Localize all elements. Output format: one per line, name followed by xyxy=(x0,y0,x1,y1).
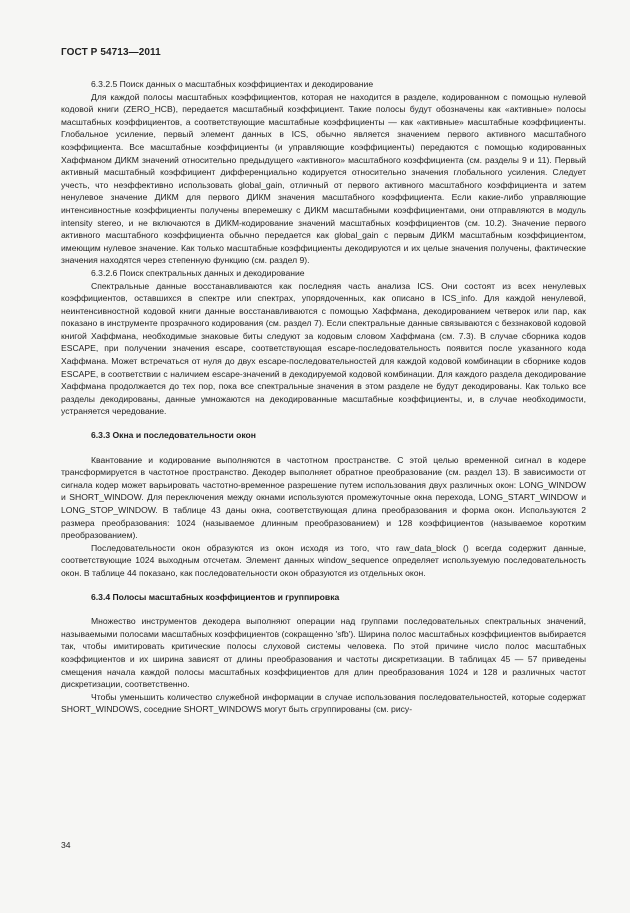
paragraph-grouping: Чтобы уменьшить количество служебной информации в случае использования последовательностей, которые содержат SHORT_WINDOWS, соседние SHORT_WINDOWS могут быть сгруппированы (см. рису- xyxy=(61,691,586,715)
paragraph-scale-factors: Для каждой полосы масштабных коэффициентов, которая не находится в разделе, кодированном с помощью нулевой кодовой книги (ZERO_HCB), передается масштабный коэффициент. Такие полосы будут обозначены как «активные» полосы масштабных коэффициентов, а соответствующие масштабные коэффициенты — как «активные» масштабные коэффициенты. Глобальное усиление, первый элемент данных в ICS, обычно является значением первого активного масштабного коэффициента. Все масштабные коэффициенты (и управляющие коэффициенты) передаются с помощью кодированных Хаффманом ДИКМ значений относительно предыдущего «активного» масштабного коэффициента (см. разделы 9 и 11). Первый активный масштабный коэффициент дифференциально кодируется относительно значения глобального усиления. Следует учесть, что неэффективно использовать global_gain, отличный от первого активного масштабного коэффициента и затем ненулевое значение ДИКМ для первого ДИКМ значения масштабного коэффициента. Если какие-либо управляющие интенсивностные коэффициенты получены вперемешку с ДИКМ масштабными коэффициентами, они отправляются в модуль intensity stereo, и не включаются в ДИКМ-кодирование значений масштабных коэффициентов (см. 10.2). Значение первого активного масштабного коэффициента обычно передается как global_gain с первым ДИКМ масштабным коэффициентом, имеющим нулевое значение. Как только масштабные коэффициенты декодируются и их целые значения получены, фактические значения находятся через степенную функцию (см. раздел 9). xyxy=(61,91,586,266)
subheading-6-3-2-5: 6.3.2.5 Поиск данных о масштабных коэффициентах и декодирование xyxy=(91,79,374,89)
page-number: 34 xyxy=(61,840,71,850)
standard-header: ГОСТ Р 54713—2011 xyxy=(61,47,161,58)
paragraph-spectral-data: Спектральные данные восстанавливаются как последняя часть анализа ICS. Они состоят из всех ненулевых коэффициентов, оставшихся в спектре или спектрах, упорядоченных, как описано в ICS_info. Для каждой ненулевой, неинтенсивностной кодовой книги данные восстанавливаются с помощью Хаффмана, декодированием четверок или пар, как показано в инструменте прозрачного кодирования (см. раздел 7). Если спектральные данные связываются с беззнаковой кодовой книгой Хаффмана, необходимые знаковые биты следуют за кодовым словом Хаффмана (см. 7.3). В случае сборника кодов ESCAPE, при получении значения escape, соответствующая escape-последовательность появится после указанного кода Хаффмана. Может встречаться от нуля до двух escape-последовательностей для каждой кодовой комбинации в сборнике кодов ESCAPE, в соответствии с наличием escape-значений в декодируемой кодовой комбинации. Для каждого раздела декодирование Хаффмана продолжается до тех пор, пока все спектральные значения в этом разделе не будут декодированы. Как только все разделы декодированы, данные умножаются на декодированные масштабные коэффициенты, и, в случае необходимости, устраняется чередование. xyxy=(61,280,586,417)
section-heading-6-3-3: 6.3.3 Окна и последовательности окон xyxy=(91,430,256,441)
subheading-6-3-2-6: 6.3.2.6 Поиск спектральных данных и декодирование xyxy=(91,267,305,278)
section-heading-6-3-4: 6.3.4 Полосы масштабных коэффициентов и группировка xyxy=(91,591,340,602)
paragraph-quantization: Квантование и кодирование выполняются в частотном пространстве. С этой целью временной сигнал в кодере трансформируется в частотное пространство. Декодер выполняет обратное преобразование (см. раздел 13). В зависимости от сигнала кодер может варьировать частотно-временное разрешение путем использования двух различных окон: LONG_WINDOW и SHORT_WINDOW. Для переключения между окнами используются промежуточные окна перехода, LONG_START_WINDOW и LONG_STOP_WINDOW. В таблице 43 даны окна, соответствующая длина преобразования и форма окон. Используются 2 размера преобразования: 1024 (называемое длинным преобразованием) и 128 коэффициентов (называемое коротким преобразованием). xyxy=(61,454,586,541)
paragraph-sfb: Множество инструментов декодера выполняют операции над группами последовательных спектральных значений, называемыми полосами масштабных коэффициентов (сокращенно 'sfb'). Ширина полос масштабных коэффициентов выбирается так, чтобы имитировать критические полосы слуховой системы человека. По этой причине число полос масштабных коэффициентов и их ширина зависят от длины преобразования и частоты дискретизации. В таблицах 45 — 57 приведены смещения начала каждой полосы масштабных коэффициентов для длин преобразования 1024 и 128 и различных частот дискретизации, соответственно. xyxy=(61,616,586,690)
document-body xyxy=(61,78,586,716)
paragraph-window-sequences: Последовательности окон образуются из окон исходя из того, что raw_data_block () всегда содержит данные, соответствующие 1024 выходным отсчетам. Элемент данных window_sequence определяет используемую последовательность окон. В таблице 44 показано, как последовательности окон образуются из отдельных окон. xyxy=(61,542,586,578)
